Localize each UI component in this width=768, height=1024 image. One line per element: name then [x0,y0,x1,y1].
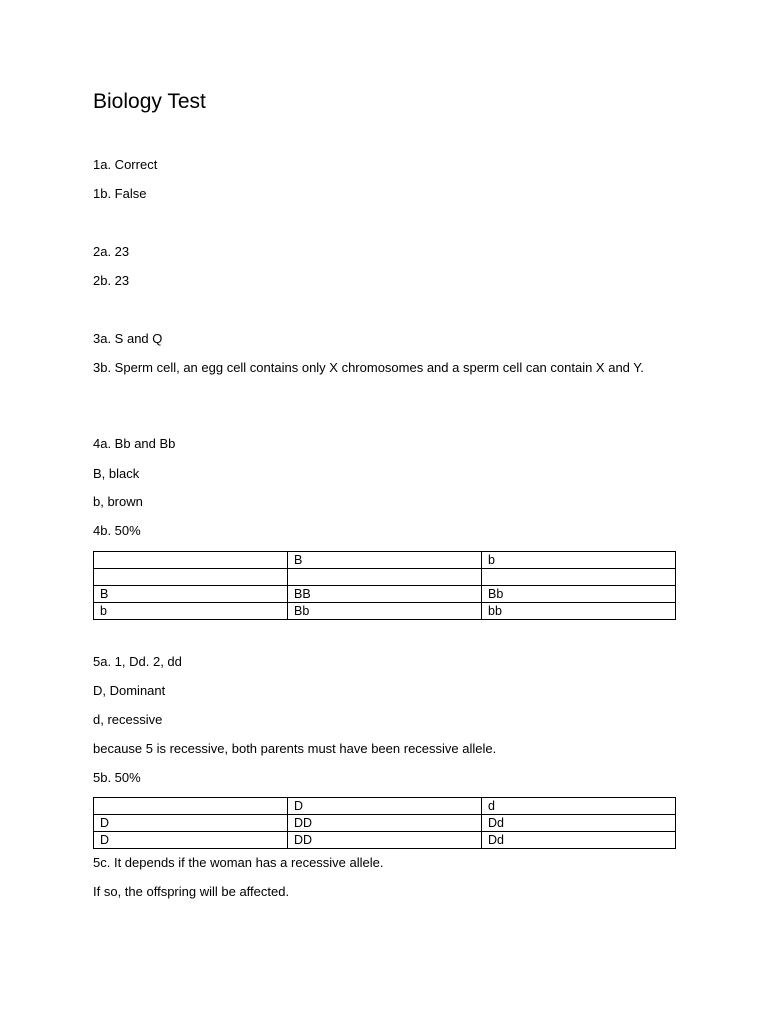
table-cell: Bb [288,603,482,620]
table-row [94,569,676,586]
answer-5a-reason: because 5 is recessive, both parents must have been recessive allele. [93,741,497,756]
table-cell: DD [288,815,482,832]
page-title: Biology Test [93,90,206,113]
table-cell: bb [482,603,676,620]
answer-3b: 3b. Sperm cell, an egg cell contains only X chromosomes and a sperm cell can contain X and Y. [93,360,644,375]
answer-3a: 3a. S and Q [93,331,163,346]
table-row [94,815,676,832]
table-row [94,603,676,620]
table-row [94,552,676,569]
answer-5b: 5b. 50% [93,770,141,785]
table-cell [94,552,288,569]
table-cell: Bb [482,586,676,603]
table-cell [94,798,288,815]
table-row [94,586,676,603]
punnett-square-5 [93,797,676,849]
answer-1b: 1b. False [93,186,147,201]
table-row [94,832,676,849]
table-cell: D [94,815,288,832]
answer-4b: 4b. 50% [93,523,141,538]
table-cell [482,569,676,586]
table-cell [288,569,482,586]
answer-1a: 1a. Correct [93,157,158,172]
table-cell: B [94,586,288,603]
table-cell: Dd [482,832,676,849]
table-cell [94,569,288,586]
answer-4a: 4a. Bb and Bb [93,436,176,451]
answer-4a-key-dominant: B, black [93,466,140,481]
table-cell: DD [288,832,482,849]
table-cell: BB [288,586,482,603]
table-cell: D [94,832,288,849]
answer-2b: 2b. 23 [93,273,130,288]
answer-2a: 2a. 23 [93,244,130,259]
answer-5c: 5c. It depends if the woman has a recessive allele. [93,855,384,870]
table-cell: Dd [482,815,676,832]
answer-5c-note: If so, the offspring will be affected. [93,884,290,899]
table-cell: D [288,798,482,815]
answer-5a-key-dominant: D, Dominant [93,683,166,698]
answer-5a-key-recessive: d, recessive [93,712,163,727]
answer-4a-key-recessive: b, brown [93,494,143,509]
table-cell: B [288,552,482,569]
table-cell: b [482,552,676,569]
table-row [94,798,676,815]
table-cell: b [94,603,288,620]
table-cell: d [482,798,676,815]
answer-5a: 5a. 1, Dd. 2, dd [93,654,182,669]
punnett-square-4 [93,551,676,620]
